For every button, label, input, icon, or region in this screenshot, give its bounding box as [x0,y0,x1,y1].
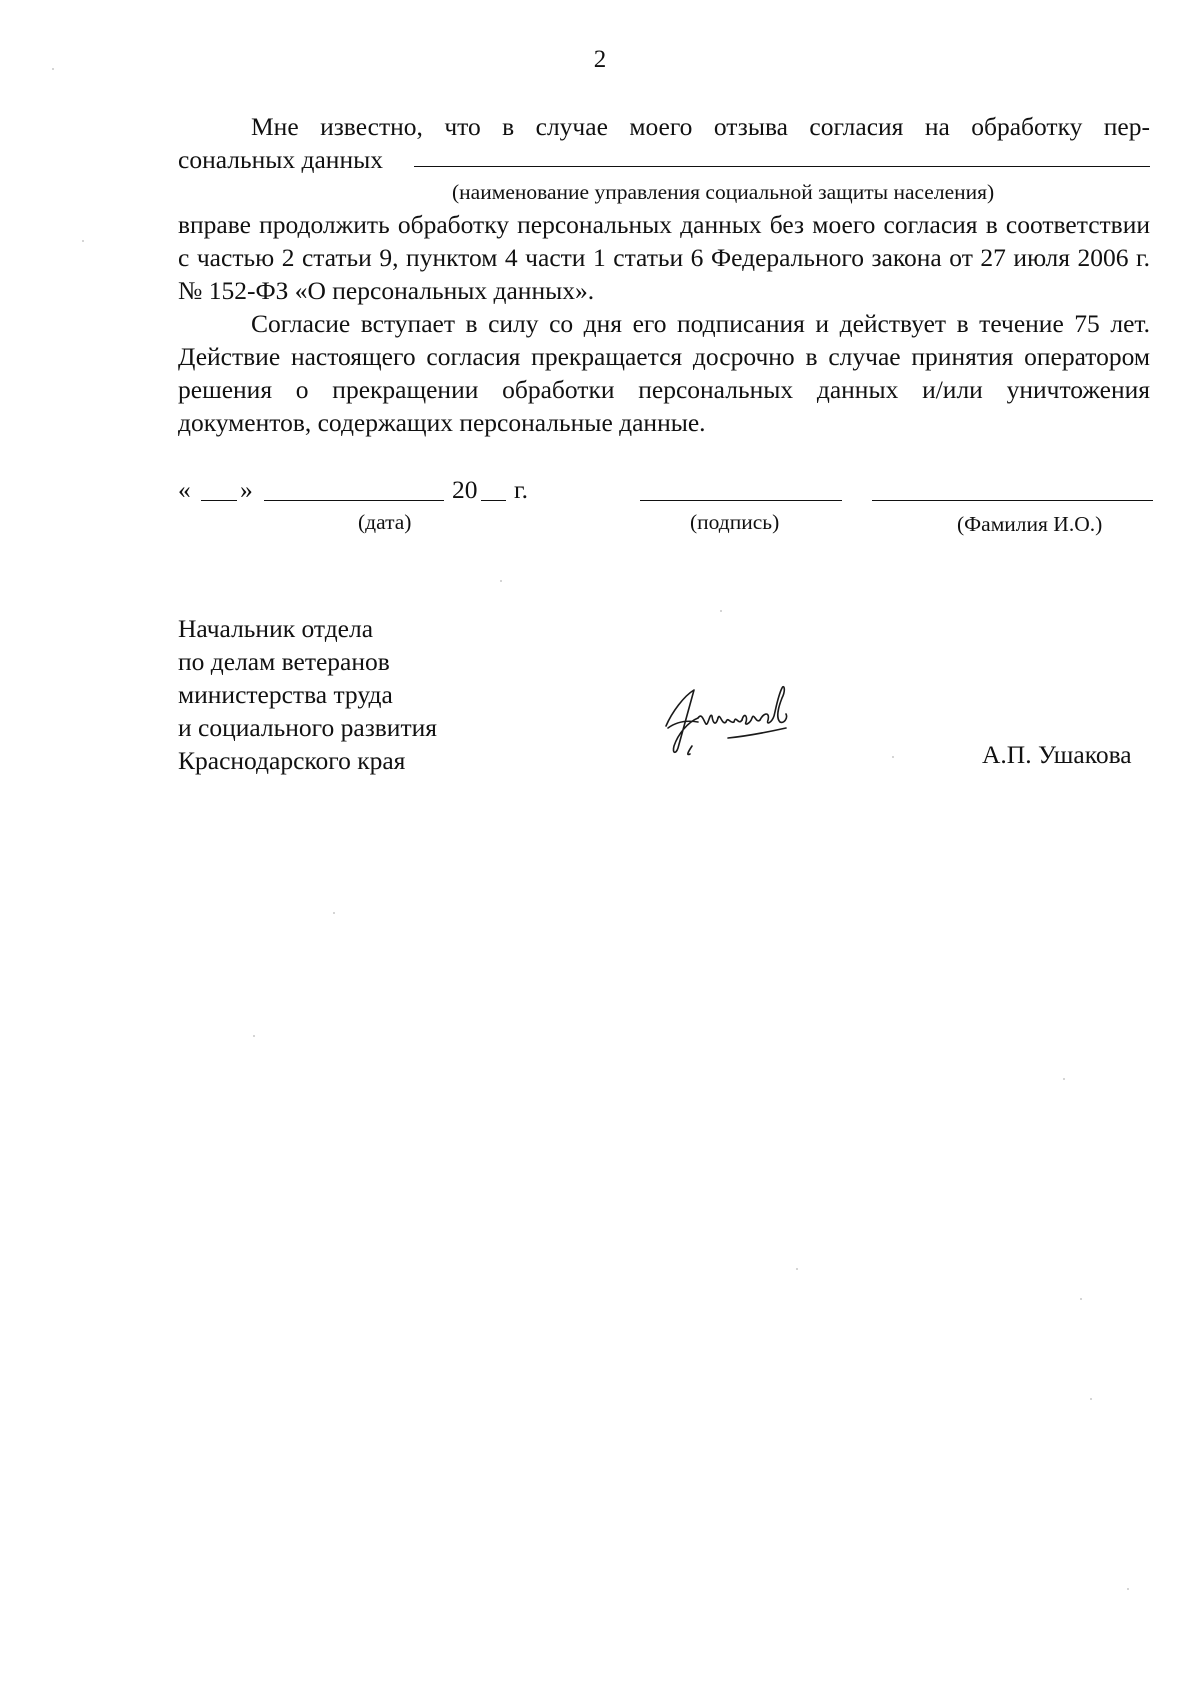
month-blank-line [264,500,444,501]
signer-position-line: и социального развития [178,713,437,742]
scan-speck [52,68,54,70]
date-close-quote: » [240,475,253,504]
signer-name: А.П. Ушакова [982,740,1132,769]
scan-speck [333,912,335,914]
scan-speck [720,610,722,612]
scan-speck [1127,1588,1129,1590]
signer-position-line: по делам ветеранов [178,647,390,676]
day-blank-line [201,500,237,501]
paragraph-1-continuation: вправе продолжить обработку персональных данных без моего согласия в соответствии с частью 2 статьи 9, пунктом 4 части 1 статьи 6 Федерального закона от 27 июля 2006 г. № 152-ФЗ «О персональных данных». [178,210,1150,305]
page-number: 2 [593,46,607,73]
signer-position [178,612,437,777]
handwritten-signature [658,682,818,762]
full-name-caption: (Фамилия И.О.) [957,512,1103,536]
date-open-quote: « [178,475,191,504]
paragraph-1-first-line: Мне известно, что в случае моего отзыва согласия на обработку пер- [251,112,1150,141]
scan-speck [1080,1298,1082,1300]
full-name-blank-line [872,500,1153,501]
year-suffix: г. [514,475,528,504]
scan-speck [82,240,84,242]
personal-data-label: сональных данных [178,145,383,174]
scan-speck [892,756,894,758]
scan-speck [500,580,502,582]
date-caption: (дата) [358,510,412,534]
scan-speck [796,1268,798,1270]
signature-blank-line [640,500,842,501]
year-blank-line [481,500,506,501]
scan-speck [1090,1398,1092,1400]
year-prefix: 20 [452,475,478,504]
org-name-caption: (наименование управления социальной защиты населения) [452,180,995,204]
signer-position-line: министерства труда [178,680,393,709]
signer-position-line: Краснодарского края [178,746,406,775]
scan-speck [253,1035,255,1037]
signature-caption: (подпись) [690,510,780,534]
paragraph-2: Согласие вступает в силу со дня его подписания и действует в течение 75 лет. Действие настоящего согласия прекращается досрочно в случае принятия оператором решения о прекращении обработки персональных данных и/или уничтожения документов, содержащих персональные данные. [178,309,1150,437]
signer-position-line: Начальник отдела [178,614,374,643]
scan-speck [1063,1078,1065,1080]
org-name-blank-line [414,166,1150,167]
